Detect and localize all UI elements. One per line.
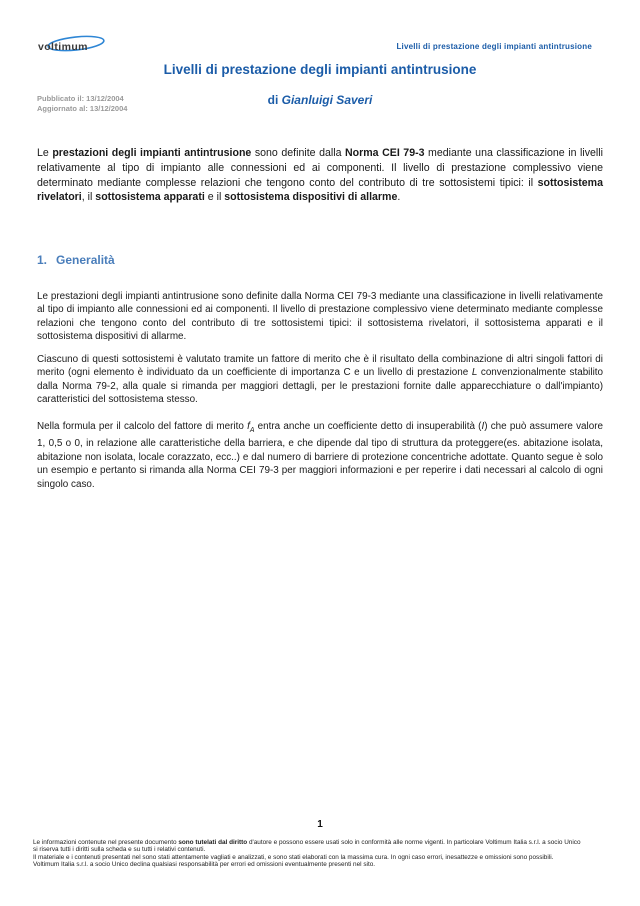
footer-line: Il materiale e i contenuti presentati nel sono stati attentamente vagliati e analizzati, e sono stati elaborati con la massima cura. In ogni caso errori, inesattezze e omissioni sono possibili. xyxy=(33,853,554,861)
page-title: Livelli di prestazione degli impianti antintrusione xyxy=(163,62,477,77)
logo-text: voltimum xyxy=(38,41,88,53)
running-header-title: Livelli di prestazione degli impianti antintrusione xyxy=(396,42,592,51)
section-number: 1. xyxy=(37,253,48,267)
intro-paragraph: Le prestazioni degli impianti antintrusione sono definite dalla Norma CEI 79-3 mediante una classificazione in livelli relativamente al tipo di impianto alle connessioni ed ai componenti. Il livello di prestazione complessivo viene determinato mediante complesse relazioni che tengono conto del contributo di tre sottosistemi tipici: il sottosistema rivelatori, il sottosistema apparati e il sottosistema dispositivi di allarme. xyxy=(37,147,603,204)
section-title: Generalità xyxy=(56,253,115,267)
footer-line: si riserva tutti i diritti sulla scheda e su tutti i relativi contenuti. xyxy=(33,846,206,854)
section-paragraph: Nella formula per il calcolo del fattore di merito $f_A$ entra anche un coefficiente detto di insuperabilità (I) che può assumere valore 1, 0,5 o 0, in relazione alle caratteristiche della barriera, e che dipende dal tipo di struttura da proteggere(es. abitazione isolata, abitazione non isolata, locale corazzato, ecc..) e dal numero di barriere di protezione concentriche adottate. Quanto segue è solo un esempio e pertanto si rimanda alla Norma CEI 79-3 per maggiori informazioni e per reperire i dati necessari al calcolo di ogni singolo caso. xyxy=(37,421,603,490)
section-paragraph: Ciascuno di questi sottosistemi è valutato tramite un fattore di merito che è il risultato della combinazione di altri singoli fattori di merito (ogni elemento è individuato da un coefficiente di importanza C e un livello di prestazione L convenzionalmente stabilito dalla Norma 79-2, alla quale si rimanda per maggiori dettagli, per le prestazioni fornite dalle apparecchiature o dall'impianto) caratteristici del sottosistema stesso. xyxy=(37,354,603,406)
footer-line: Le informazioni contenute nel presente documento sono tutelati dal diritto d'autore e possono essere usati solo in conformità alle norme vigenti. In particolare Voltimum Italia s.r.l. a socio Unico xyxy=(33,839,581,846)
updated-date: Aggiornato al: 13/12/2004 xyxy=(37,103,128,113)
voltimum-logo xyxy=(35,33,109,57)
voltimum-logo-graphic xyxy=(35,33,109,57)
section-paragraph: Le prestazioni degli impianti antintrusione sono definite dalla Norma CEI 79-3 mediante una classificazione in livelli relativamente al tipo di impianto alle connessioni ed ai componenti. Il livello di prestazione complessivo viene determinato mediante complesse relazioni che tengono conto del contributo di tre sottosistemi tipici: il sottosistema rivelatori, il sottosistema apparati e il sottosistema dispositivi di allarme. xyxy=(37,291,603,343)
published-date: Pubblicato il: 13/12/2004 xyxy=(37,94,124,103)
section-heading-generalita xyxy=(37,253,115,267)
footer-line: Voltimum Italia s.r.l. a socio Unico declina qualsiasi responsabilità per errori ed omissioni eventualmente presenti nel sito. xyxy=(33,861,376,869)
page-number: 1 xyxy=(317,819,323,830)
legal-footer xyxy=(33,839,607,869)
author-byline: di Gianluigi Saveri xyxy=(267,93,373,107)
